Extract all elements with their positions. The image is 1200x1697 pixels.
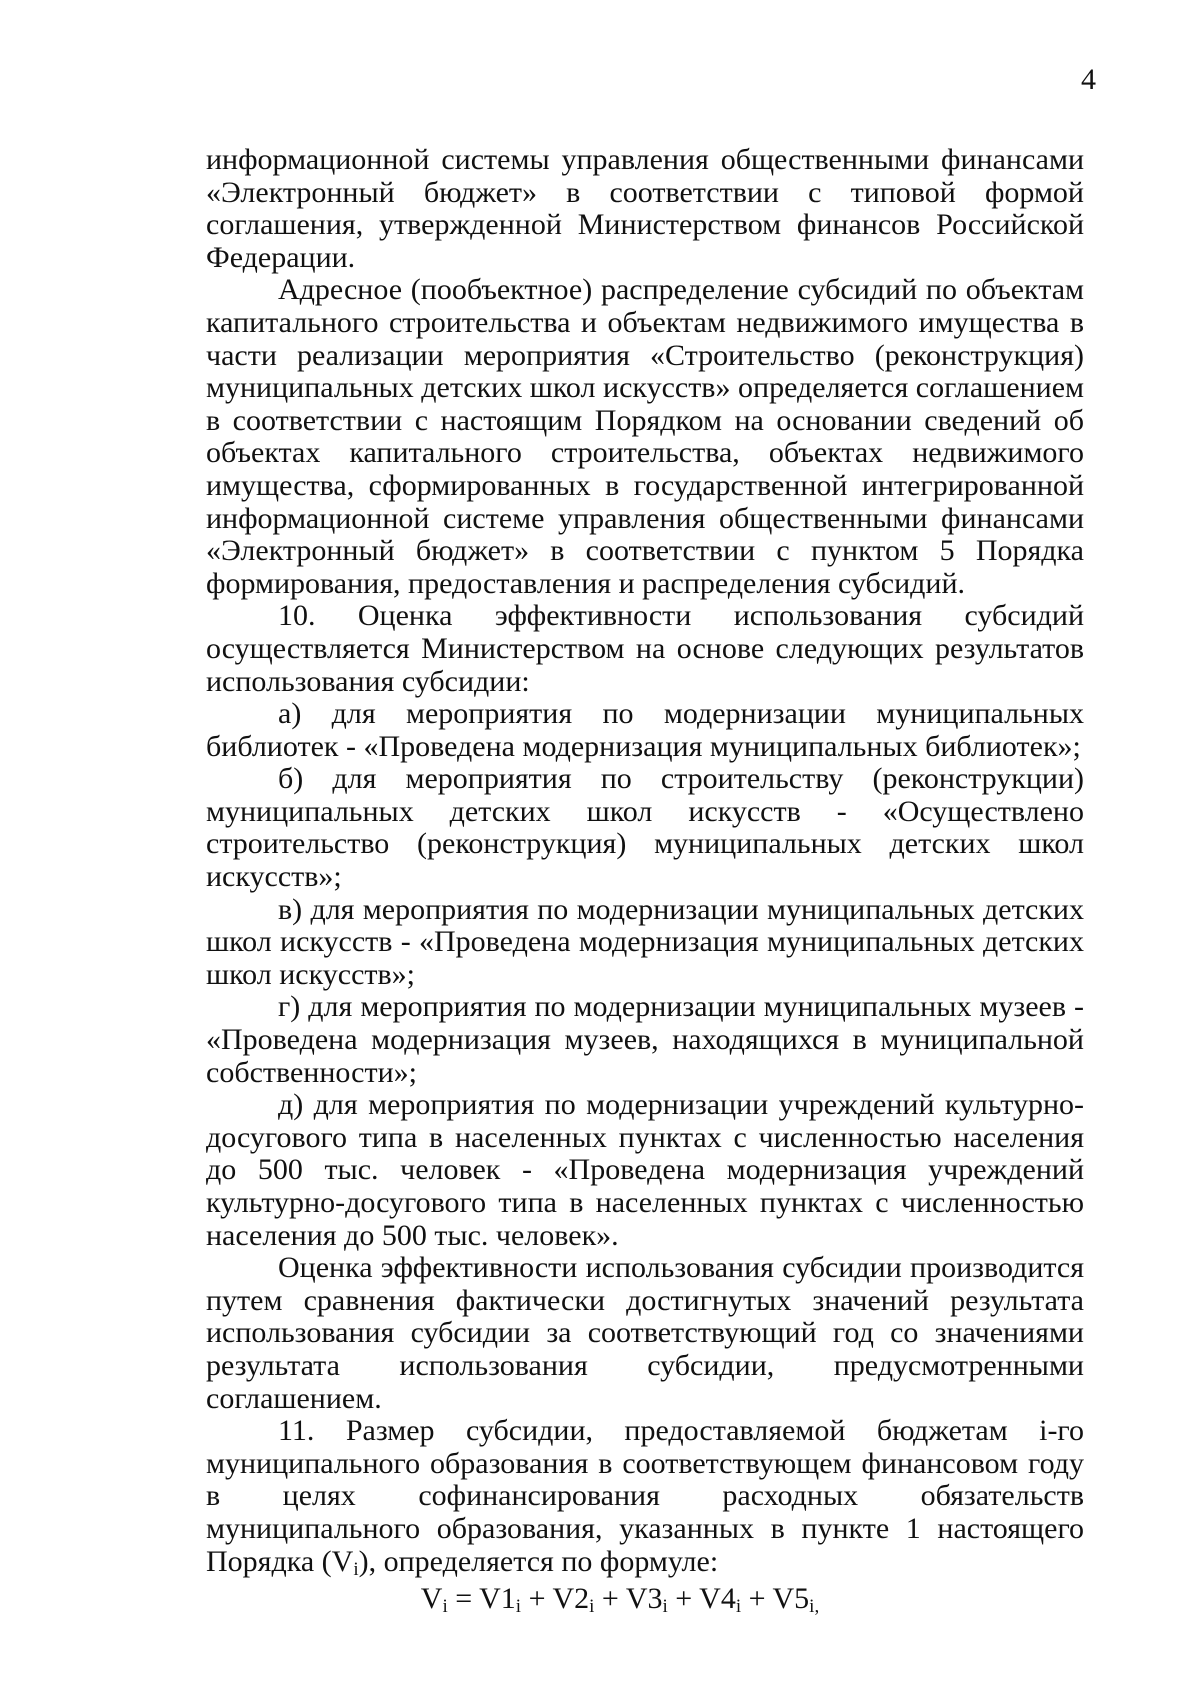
formula [0,1582,1200,1624]
paragraph-item-11 [206,1415,1084,1586]
list-item-b: б) для мероприятия по строительству (реконструкции) муниципальных детских школ искусств - «Осуществлено строительство (реконструкция) муниципальных детских школ искусств»; [206,762,1084,894]
paragraph-evaluation: Оценка эффективности использования субсидии производится путем сравнения фактически достигнутых значений результата использования субсидии за соответствующий год со значениями результата использования субсидии, предусмотренными соглашением. [206,1251,1084,1415]
formula-term-1: V1 [479,1582,516,1615]
document-body [206,144,1084,1586]
formula-term-5: V5 [772,1582,810,1615]
list-item-d: д) для мероприятия по модернизации учреждений культурно-досугового типа в населенных пунктах с численностью населения до 500 тыс. человек - «Проведена модернизация учреждений культурно-досугового типа в населенных пунктах с численностью населения до 500 тыс. человек». [206,1088,1084,1252]
formula-term-4: V4 [699,1582,736,1615]
formula-term-2: V2 [552,1582,590,1615]
formula-plus-1: + [521,1582,553,1615]
item-11-text: 11. Размер субсидии, предоставляемой бюджетам i-го муниципального образования в соответствующем финансовом году в целях софинансирования расходных обязательств муниципального образования, указанных в пункте 1 настоящего Порядка (V [206,1414,1084,1578]
page-number: 4 [1081,63,1096,96]
list-item-g: г) для мероприятия по модернизации муниципальных музеев - «Проведена модернизация музеев, находящихся в муниципальной собственности»; [206,990,1084,1089]
item-11-subscript: i [353,1558,359,1580]
formula-term-5-sub: i, [809,1596,820,1617]
paragraph-address-distribution: Адресное (пообъектное) распределение субсидий по объектам капитального строительства и объектам недвижимого имущества в части реализации мероприятия «Строительство (реконструкция) муниципальных детских школ искусств» определяется соглашением в соответствии с настоящим Порядком на основании сведений об объектах капитального строительства, объектах недвижимого имущества, сформированных в государственной интегрированной информационной системе управления общественными финансами «Электронный бюджет» в соответствии с пунктом 5 Порядка формирования, предоставления и распределения субсидий. [206,273,1084,600]
formula-plus-2: + [594,1582,626,1615]
paragraph-continuation: информационной системы управления общественными финансами «Электронный бюджет» в соответствии с типовой формой соглашения, утвержденной Министерством финансов Российской Федерации. [206,143,1084,274]
formula-term-1-sub: i [515,1596,522,1617]
paragraph-item-10: 10. Оценка эффективности использования субсидий осуществляется Министерством на основе следующих результатов использования субсидии: [206,599,1084,698]
formula-plus-3: + [667,1582,700,1615]
formula-term-2-sub: i [589,1596,595,1617]
formula-term-3-sub: i [662,1596,668,1617]
formula-equals: = [447,1582,480,1615]
formula-term-4-sub: i [735,1596,742,1617]
formula-term-3: V3 [625,1582,663,1615]
item-11-text-end: ), определяется по формуле: [358,1544,719,1578]
formula-lhs: V [420,1582,443,1615]
formula-plus-4: + [741,1582,773,1615]
list-item-a: а) для мероприятия по модернизации муниципальных библиотек - «Проведена модернизация муниципальных библиотек»; [206,697,1084,763]
list-item-v: в) для мероприятия по модернизации муниципальных детских школ искусств - «Проведена модернизация муниципальных детских школ искусств»; [206,892,1084,991]
formula-lhs-sub: i [442,1596,448,1617]
